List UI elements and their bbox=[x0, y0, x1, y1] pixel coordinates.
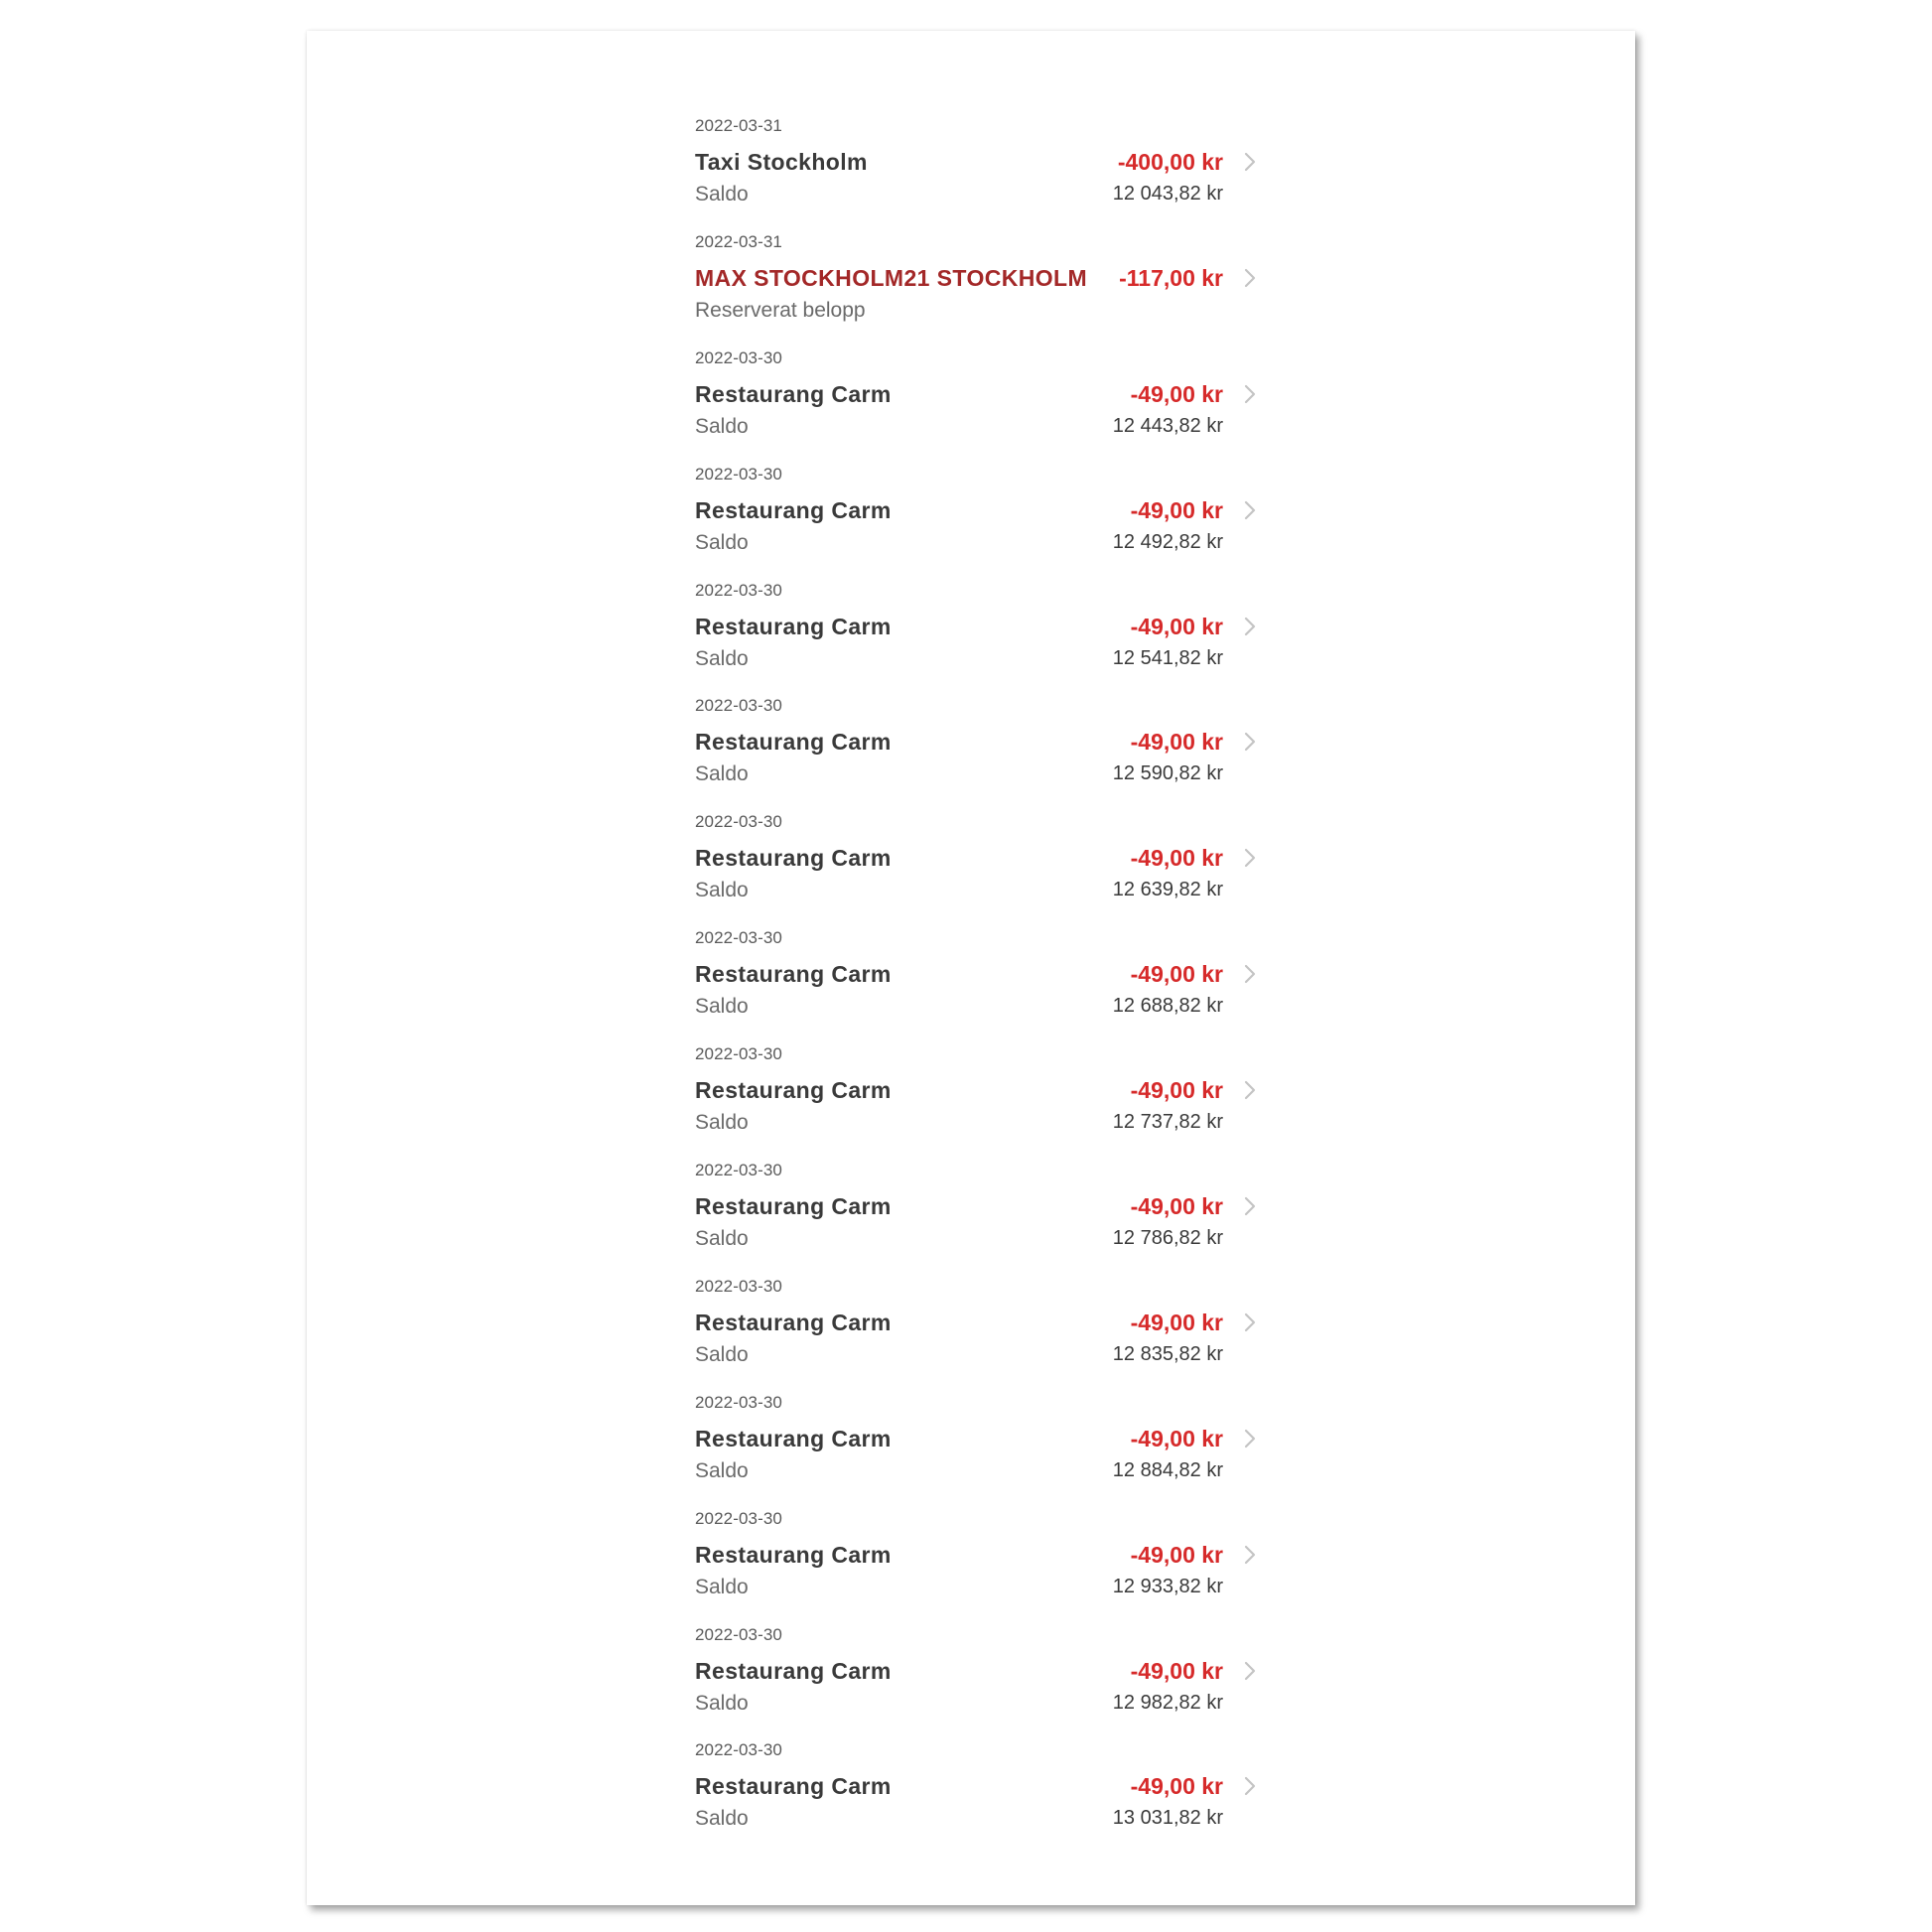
chevron-right-icon bbox=[1243, 1080, 1257, 1100]
chevron-right-icon bbox=[1243, 1776, 1257, 1796]
transaction-date: 2022-03-30 bbox=[695, 1740, 782, 1760]
transaction-date: 2022-03-30 bbox=[695, 928, 782, 948]
transaction-amount: -49,00 kr bbox=[1130, 1657, 1223, 1684]
chevron-right-icon bbox=[1243, 1312, 1257, 1332]
transaction-balance: 12 443,82 kr bbox=[1112, 414, 1223, 437]
transaction-subtitle: Saldo bbox=[695, 1458, 749, 1482]
transaction-date: 2022-03-30 bbox=[695, 1161, 782, 1180]
transaction-name: Restaurang Carm bbox=[695, 1773, 892, 1800]
chevron-right-icon bbox=[1243, 617, 1257, 636]
transaction-amount: -49,00 kr bbox=[1130, 1193, 1223, 1220]
transaction-subtitle: Reserverat belopp bbox=[695, 298, 866, 322]
transaction-amount: -49,00 kr bbox=[1130, 1309, 1223, 1335]
chevron-right-icon bbox=[1243, 1196, 1257, 1216]
transaction-balance: 12 786,82 kr bbox=[1112, 1227, 1223, 1250]
transaction-name: Restaurang Carm bbox=[695, 845, 892, 872]
transaction-subtitle: Saldo bbox=[695, 414, 749, 438]
transaction-name: Restaurang Carm bbox=[695, 729, 892, 756]
chevron-right-icon bbox=[1243, 152, 1257, 172]
transaction-balance: 12 043,82 kr bbox=[1112, 183, 1223, 205]
transaction-row[interactable] bbox=[695, 1509, 1257, 1625]
transaction-amount: -49,00 kr bbox=[1130, 729, 1223, 756]
chevron-right-icon bbox=[1243, 1545, 1257, 1565]
chevron-right-icon bbox=[1243, 1429, 1257, 1449]
transaction-name: Restaurang Carm bbox=[695, 613, 892, 639]
transaction-date: 2022-03-30 bbox=[695, 1392, 782, 1412]
transaction-subtitle: Saldo bbox=[695, 762, 749, 786]
transaction-subtitle: Saldo bbox=[695, 1575, 749, 1598]
transaction-name: Restaurang Carm bbox=[695, 1077, 892, 1104]
transaction-row[interactable] bbox=[695, 812, 1257, 928]
transaction-amount: -117,00 kr bbox=[1119, 264, 1223, 291]
chevron-right-icon bbox=[1243, 384, 1257, 404]
transaction-row[interactable] bbox=[695, 1393, 1257, 1509]
transaction-balance: 12 884,82 kr bbox=[1112, 1458, 1223, 1481]
transaction-name: Restaurang Carm bbox=[695, 961, 892, 988]
transaction-date: 2022-03-31 bbox=[695, 231, 782, 251]
transaction-name: Restaurang Carm bbox=[695, 1657, 892, 1684]
transaction-date: 2022-03-31 bbox=[695, 116, 782, 135]
transaction-name: Taxi Stockholm bbox=[695, 149, 868, 175]
transaction-date: 2022-03-30 bbox=[695, 580, 782, 600]
chevron-right-icon bbox=[1243, 500, 1257, 520]
transaction-balance: 12 541,82 kr bbox=[1112, 646, 1223, 669]
transaction-amount: -49,00 kr bbox=[1130, 961, 1223, 988]
chevron-right-icon bbox=[1243, 848, 1257, 868]
transaction-row[interactable] bbox=[695, 348, 1257, 465]
transaction-balance: 12 639,82 kr bbox=[1112, 879, 1223, 901]
transaction-amount: -49,00 kr bbox=[1130, 1077, 1223, 1104]
transaction-date: 2022-03-30 bbox=[695, 812, 782, 832]
chevron-right-icon bbox=[1243, 1661, 1257, 1681]
transaction-subtitle: Saldo bbox=[695, 995, 749, 1019]
transaction-subtitle: Saldo bbox=[695, 1227, 749, 1251]
transaction-balance: 12 933,82 kr bbox=[1112, 1575, 1223, 1597]
chevron-right-icon bbox=[1243, 732, 1257, 752]
transaction-amount: -49,00 kr bbox=[1130, 845, 1223, 872]
transaction-balance: 12 982,82 kr bbox=[1112, 1691, 1223, 1714]
transaction-date: 2022-03-30 bbox=[695, 347, 782, 367]
transaction-amount: -49,00 kr bbox=[1130, 1425, 1223, 1451]
transaction-subtitle: Saldo bbox=[695, 1342, 749, 1366]
transaction-row[interactable] bbox=[695, 1740, 1257, 1857]
transaction-subtitle: Saldo bbox=[695, 1807, 749, 1831]
transaction-subtitle: Saldo bbox=[695, 646, 749, 670]
transaction-row[interactable] bbox=[695, 928, 1257, 1044]
transaction-balance: 12 492,82 kr bbox=[1112, 530, 1223, 553]
transaction-row[interactable] bbox=[695, 1044, 1257, 1161]
transaction-amount: -49,00 kr bbox=[1130, 380, 1223, 407]
transaction-name: Restaurang Carm bbox=[695, 496, 892, 523]
transaction-amount: -400,00 kr bbox=[1117, 149, 1223, 175]
transaction-subtitle: Saldo bbox=[695, 1111, 749, 1135]
chevron-right-icon bbox=[1243, 268, 1257, 288]
transaction-row[interactable] bbox=[695, 696, 1257, 812]
transaction-date: 2022-03-30 bbox=[695, 1508, 782, 1528]
chevron-right-icon bbox=[1243, 964, 1257, 984]
transaction-row[interactable] bbox=[695, 1625, 1257, 1741]
transaction-balance: 12 835,82 kr bbox=[1112, 1342, 1223, 1365]
transaction-balance: 13 031,82 kr bbox=[1112, 1807, 1223, 1830]
transaction-subtitle: Saldo bbox=[695, 879, 749, 902]
transaction-date: 2022-03-30 bbox=[695, 464, 782, 483]
transaction-name: MAX STOCKHOLM21 STOCKHOLM bbox=[695, 264, 1088, 291]
transaction-date: 2022-03-30 bbox=[695, 696, 782, 716]
transaction-amount: -49,00 kr bbox=[1130, 1541, 1223, 1568]
transaction-subtitle: Saldo bbox=[695, 183, 749, 206]
transaction-row[interactable] bbox=[695, 232, 1257, 348]
transaction-date: 2022-03-30 bbox=[695, 1276, 782, 1296]
transaction-balance: 12 737,82 kr bbox=[1112, 1111, 1223, 1134]
transaction-name: Restaurang Carm bbox=[695, 380, 892, 407]
transaction-name: Restaurang Carm bbox=[695, 1309, 892, 1335]
transaction-row[interactable] bbox=[695, 581, 1257, 697]
transaction-date: 2022-03-30 bbox=[695, 1624, 782, 1644]
transaction-subtitle: Saldo bbox=[695, 1691, 749, 1715]
transaction-subtitle: Saldo bbox=[695, 530, 749, 554]
transaction-date: 2022-03-30 bbox=[695, 1044, 782, 1064]
transaction-amount: -49,00 kr bbox=[1130, 613, 1223, 639]
transaction-row[interactable] bbox=[695, 1161, 1257, 1277]
transaction-balance: 12 590,82 kr bbox=[1112, 762, 1223, 785]
transaction-amount: -49,00 kr bbox=[1130, 1773, 1223, 1800]
transaction-name: Restaurang Carm bbox=[695, 1541, 892, 1568]
transaction-row[interactable] bbox=[695, 465, 1257, 581]
transaction-name: Restaurang Carm bbox=[695, 1193, 892, 1220]
transaction-amount: -49,00 kr bbox=[1130, 496, 1223, 523]
transaction-name: Restaurang Carm bbox=[695, 1425, 892, 1451]
transaction-row[interactable] bbox=[695, 1277, 1257, 1393]
transaction-row[interactable] bbox=[695, 116, 1257, 232]
document-page bbox=[307, 31, 1635, 1905]
transaction-list bbox=[695, 116, 1257, 1857]
transaction-balance: 12 688,82 kr bbox=[1112, 995, 1223, 1018]
